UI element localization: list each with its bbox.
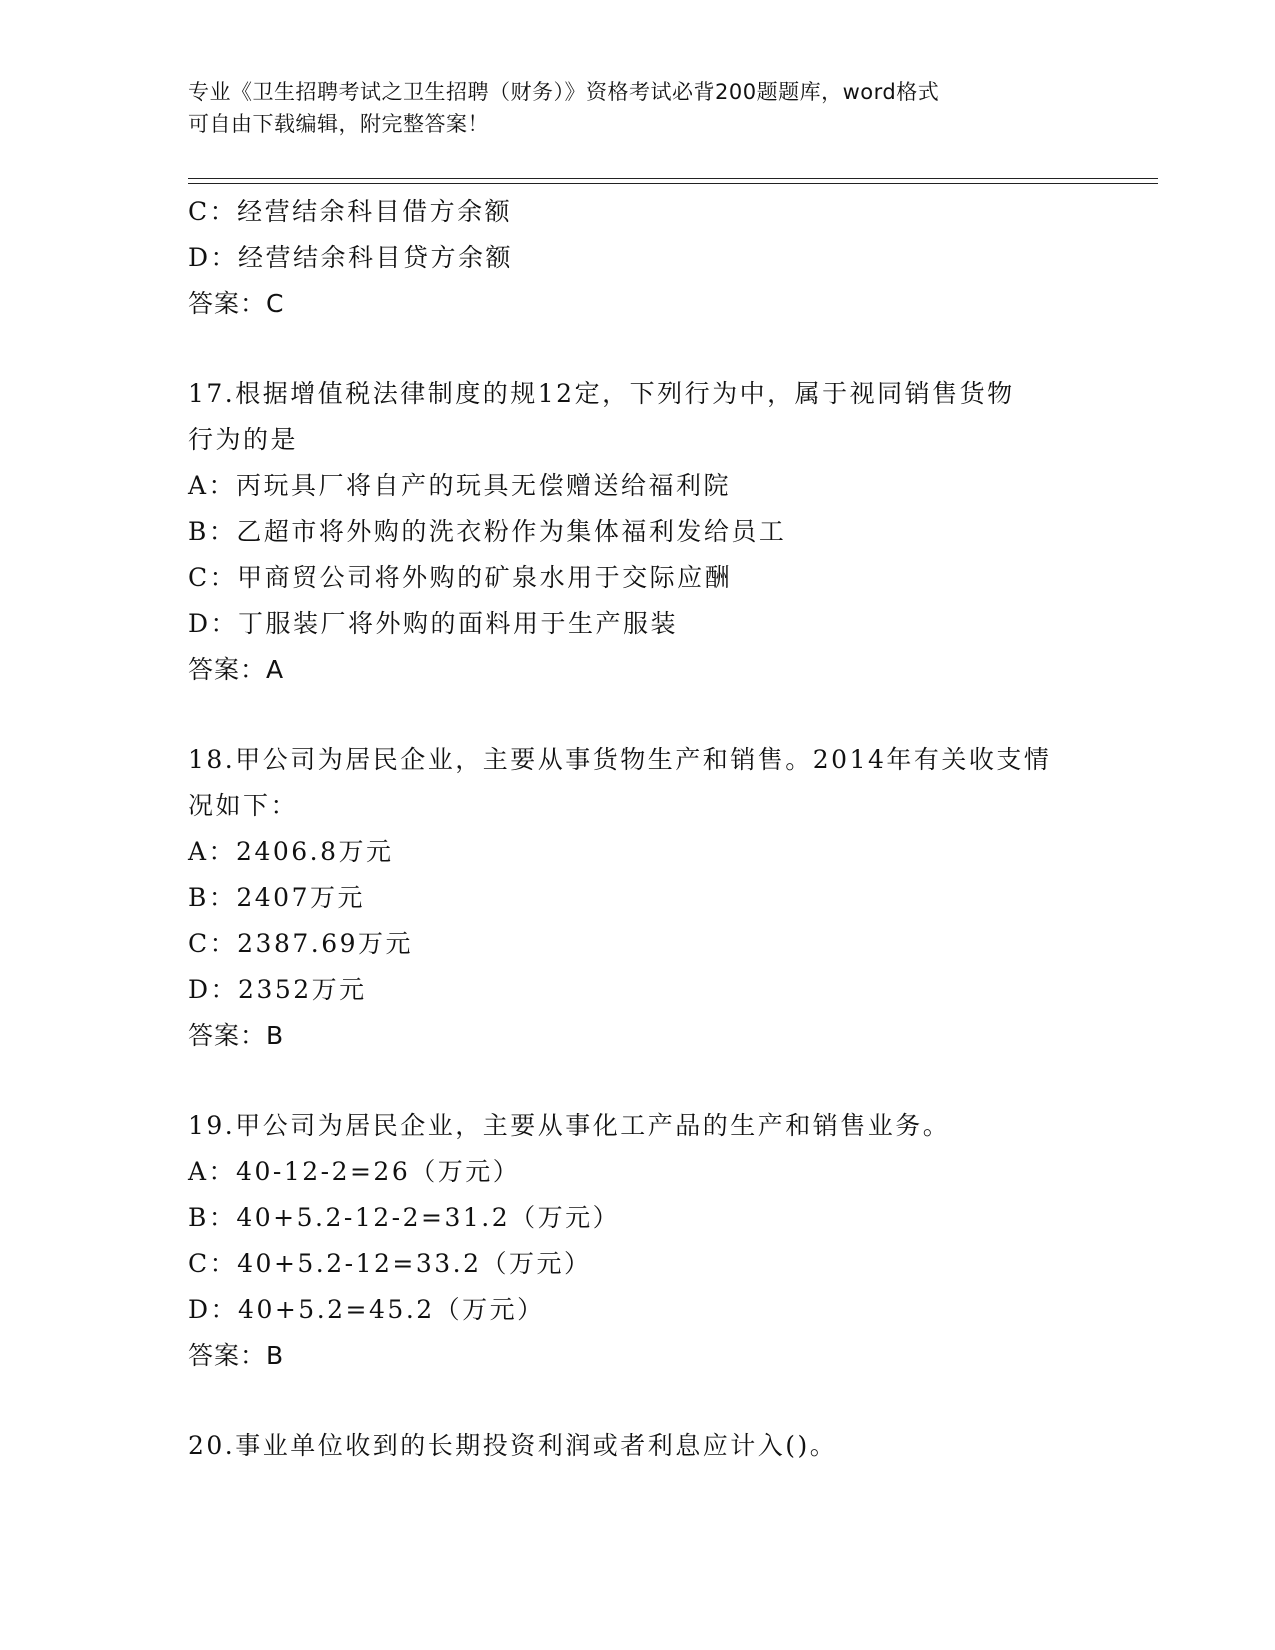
answer-line: 答案：B [188,1341,285,1370]
option-b: B：40+5.2-12-2=31.2（万元） [188,1203,621,1232]
option-b: B：乙超市将外购的洗衣粉作为集体福利发给员工 [188,517,787,546]
question-stem-line-1: 18.甲公司为居民企业，主要从事货物生产和销售。2014年有关收支情 [188,745,1052,774]
option-d: D：丁服装厂将外购的面料用于生产服装 [188,609,679,638]
spacer [188,693,1088,737]
question-stem-line-1: 19.甲公司为居民企业，主要从事化工产品的生产和销售业务。 [188,1111,951,1140]
option-a: A：40-12-2=26（万元） [188,1157,521,1186]
spacer [188,327,1088,371]
document-header [188,76,1068,140]
option-b: B：2407万元 [188,883,365,912]
option-a: A：2406.8万元 [188,837,394,866]
question-17 [188,371,1088,693]
option-a: A：丙玩具厂将自产的玩具无偿赠送给福利院 [188,471,732,500]
question-stem-line-2: 况如下： [188,791,299,820]
option-c: C：甲商贸公司将外购的矿泉水用于交际应酬 [188,563,733,592]
answer-line: 答案：B [188,1021,285,1050]
answer-line: 答案：C [188,289,285,318]
option-d: D：2352万元 [188,975,367,1004]
spacer [188,1059,1088,1103]
question-20 [188,1423,1088,1469]
option-d: D：经营结余科目贷方余额 [188,243,514,272]
answer-line: 答案：A [188,655,285,684]
header-divider-bottom [188,183,1158,184]
question-stem-line-1: 17.根据增值税法律制度的规12定，下列行为中，属于视同销售货物 [188,379,1015,408]
question-list [188,189,1088,1469]
question-18 [188,737,1088,1059]
header-title-line-1: 专业《卫生招聘考试之卫生招聘（财务）》资格考试必背200题题库，word格式 [188,80,940,104]
option-d: D：40+5.2=45.2（万元） [188,1295,545,1324]
question-16-continuation [188,189,1088,327]
question-19 [188,1103,1088,1379]
question-stem-line-1: 20.事业单位收到的长期投资利润或者利息应计入()。 [188,1431,838,1460]
question-stem-line-2: 行为的是 [188,425,299,454]
header-divider-top [188,178,1158,179]
header-title-line-2: 可自由下载编辑，附完整答案！ [188,112,489,136]
option-c: C：2387.69万元 [188,929,414,958]
option-c: C：经营结余科目借方余额 [188,197,513,226]
option-c: C：40+5.2-12=33.2（万元） [188,1249,592,1278]
spacer [188,1379,1088,1423]
